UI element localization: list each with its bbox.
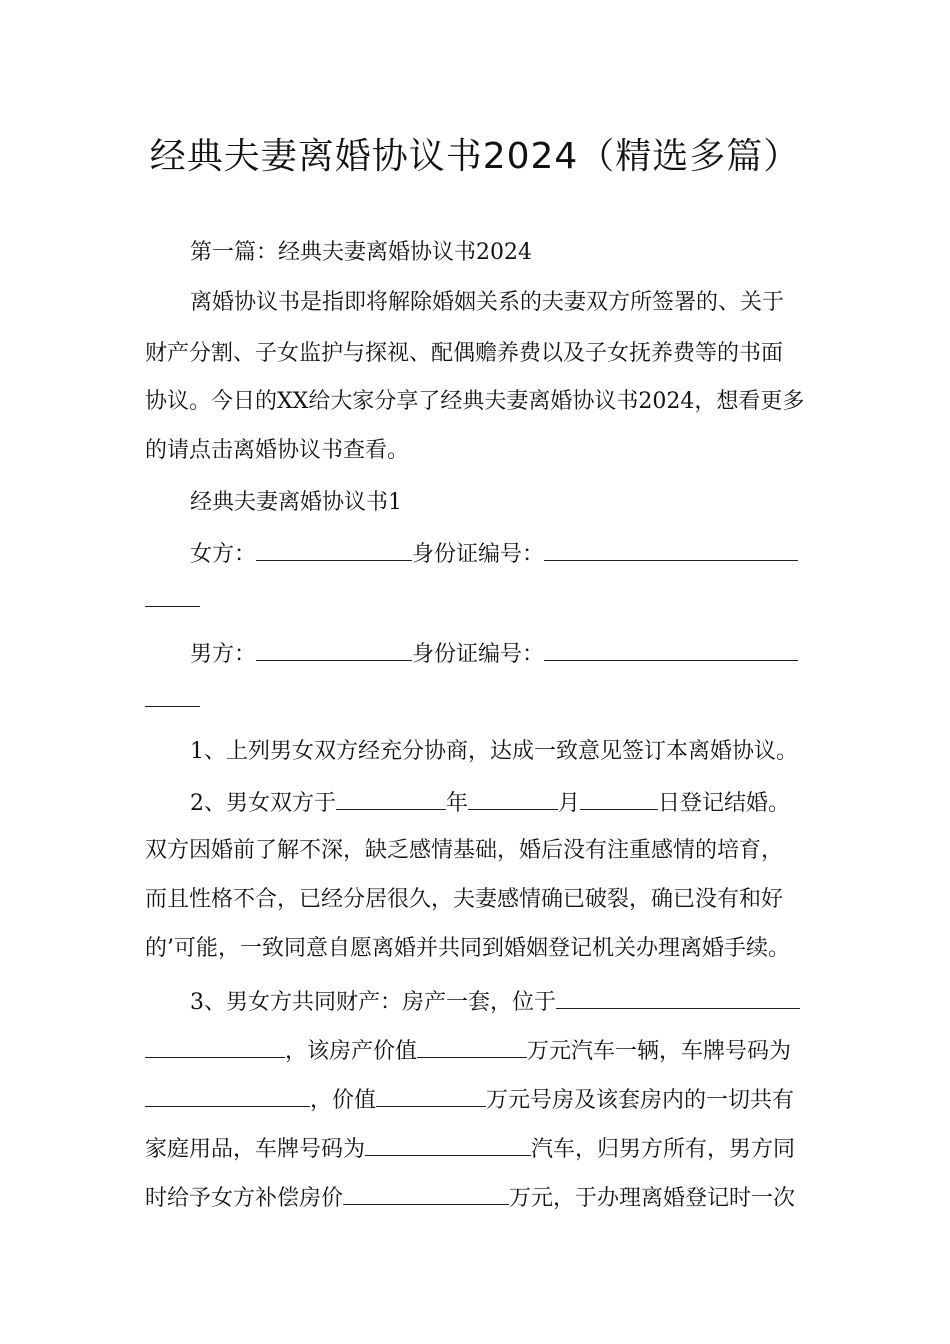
clause-3-continuation bbox=[145, 1184, 795, 1212]
month-label: 月 bbox=[558, 791, 581, 816]
clause-3-continuation bbox=[145, 1086, 794, 1114]
clause-2-line bbox=[190, 789, 790, 817]
paragraph-line: 协议。今日的XX给大家分享了经典夫妻离婚协议书2024，想看更多 bbox=[145, 389, 805, 414]
female-id-blank bbox=[544, 540, 798, 561]
household-text: 万元号房及该套房内的一切共有 bbox=[486, 1088, 795, 1113]
property-location-blank-2 bbox=[145, 1037, 285, 1058]
property-value-label: ，该房产价值 bbox=[285, 1039, 418, 1064]
month-blank bbox=[468, 789, 558, 810]
male-id-blank-continuation bbox=[145, 706, 200, 707]
male-party-line bbox=[190, 640, 798, 668]
compensation-blank bbox=[343, 1184, 509, 1205]
car-plate-blank-2 bbox=[365, 1135, 531, 1156]
ownership-text: 汽车，归男方所有，男方同 bbox=[531, 1137, 796, 1162]
female-id-label: 身份证编号： bbox=[412, 542, 545, 567]
paragraph-line: 离婚协议书是指即将解除婚姻关系的夫妻双方所签署的、关于 bbox=[190, 290, 785, 315]
male-id-label: 身份证编号： bbox=[412, 642, 545, 667]
car-plate-label: 万元汽车一辆，车牌号码为 bbox=[527, 1039, 792, 1064]
male-label: 男方： bbox=[190, 642, 257, 667]
paragraph-line: 的请点击离婚协议书查看。 bbox=[145, 438, 410, 463]
car-value-blank bbox=[376, 1086, 486, 1107]
clause-3-line bbox=[190, 988, 800, 1016]
paragraph-line: 的’可能，一致同意自愿离婚并共同到婚姻登记机关办理离婚手续。 bbox=[145, 936, 790, 961]
year-blank bbox=[336, 789, 446, 810]
female-name-blank bbox=[256, 540, 412, 561]
car-value-label: ，价值 bbox=[310, 1088, 377, 1113]
year-label: 年 bbox=[446, 791, 469, 816]
clause-3-continuation bbox=[145, 1135, 795, 1163]
compensation-label: 时给予女方补偿房价 bbox=[145, 1186, 344, 1211]
property-location-blank bbox=[556, 988, 800, 1009]
male-name-blank bbox=[256, 640, 412, 661]
clause-2-text: 2、男女双方于 bbox=[190, 791, 336, 816]
compensation-text: 万元，于办理离婚登记时一次 bbox=[509, 1186, 796, 1211]
agreement-heading: 经典夫妻离婚协议书1 bbox=[190, 490, 402, 515]
female-party-line bbox=[190, 540, 798, 568]
female-id-blank-continuation bbox=[145, 606, 200, 607]
clause-3-text: 3、男女方共同财产：房产一套，位于 bbox=[190, 990, 556, 1015]
paragraph-line: 而且性格不合，已经分居很久，夫妻感情确已破裂，确已没有和好 bbox=[145, 887, 784, 912]
male-id-blank bbox=[544, 640, 798, 661]
clause-1: 1、上列男女双方经充分协商，达成一致意见签订本离婚协议。 bbox=[190, 739, 798, 764]
day-blank bbox=[580, 789, 658, 810]
paragraph-line: 财产分割、子女监护与探视、配偶赡养费以及子女抚养费等的书面 bbox=[145, 341, 784, 366]
property-value-blank bbox=[417, 1037, 527, 1058]
document-title: 经典夫妻离婚协议书2024（精选多篇） bbox=[149, 136, 801, 177]
female-label: 女方： bbox=[190, 542, 257, 567]
clause-3-continuation bbox=[145, 1037, 791, 1065]
car-plate-blank bbox=[145, 1086, 310, 1107]
section-heading: 第一篇：经典夫妻离婚协议书2024 bbox=[190, 240, 532, 265]
household-plate-label: 家庭用品，车牌号码为 bbox=[145, 1137, 366, 1162]
paragraph-line: 双方因婚前了解不深，缺乏感情基础，婚后没有注重感情的培育， bbox=[145, 838, 784, 863]
day-label: 日登记结婚。 bbox=[658, 791, 791, 816]
